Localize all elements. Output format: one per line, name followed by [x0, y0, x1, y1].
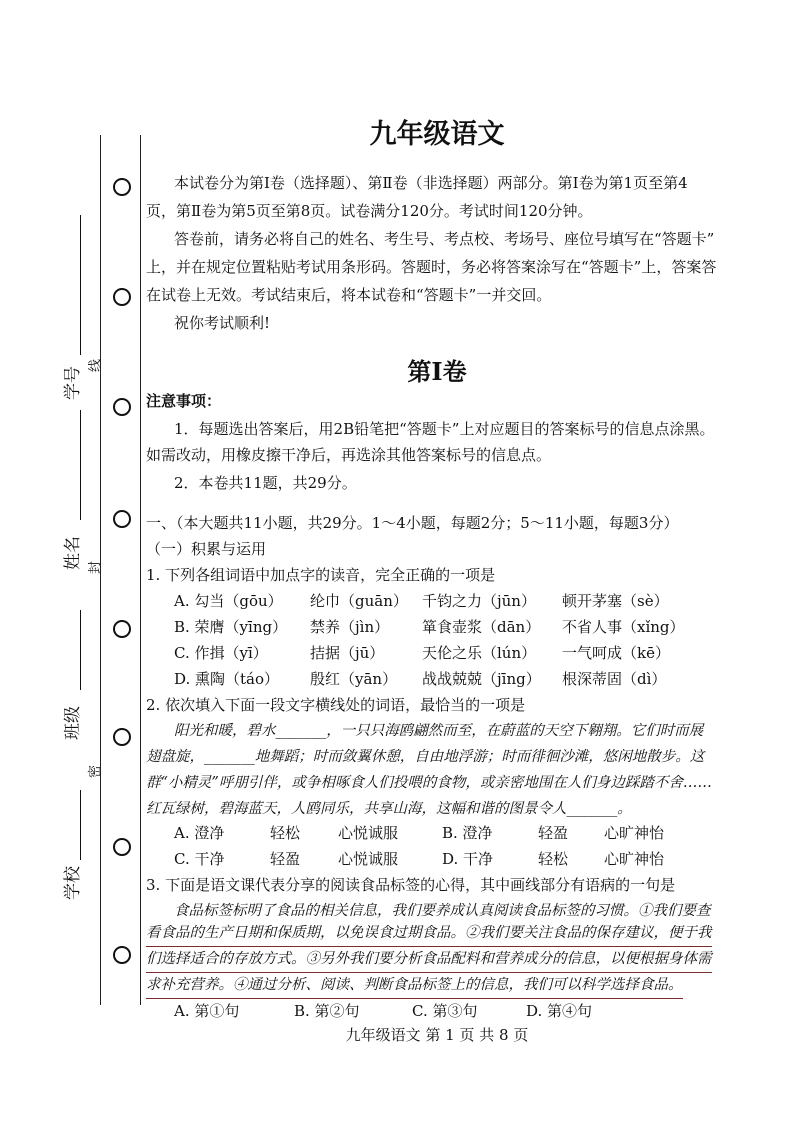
binding-hole: [113, 620, 131, 638]
option-cell: 殷红（yān）: [310, 670, 398, 688]
notice-heading: 注意事项：: [146, 392, 222, 410]
option-cell: 纶巾（guān）: [310, 592, 408, 610]
option-cell: 根深蒂固（dì）: [562, 670, 667, 688]
school-blank[interactable]: [80, 790, 81, 860]
section-title: 第Ⅰ卷: [407, 357, 467, 386]
question-1-row: [174, 616, 694, 642]
question-1-row: [174, 642, 694, 668]
question-2-stem: 2. 依次填入下面一段文字横线处的词语，最恰当的一项是: [146, 696, 526, 714]
binding-line-right: [140, 135, 141, 1005]
option-cell: 禁养（jìn）: [310, 618, 390, 636]
question-2-passage: 红瓦绿树，碧海蓝天，人鸥同乐，共享山海，这幅和谐的图景令人_______。: [146, 801, 632, 817]
option-cell: A. 第①句: [174, 1002, 240, 1020]
option-cell: C. 第③句: [412, 1002, 478, 1020]
binding-hole: [113, 510, 131, 528]
notice-line: 1．每题选出答案后，用2B铅笔把“答题卡”上对应题目的答案标号的信息点涂黑。: [174, 420, 715, 438]
option-cell: 轻盈: [270, 850, 301, 868]
option-cell: B. 澄净: [442, 824, 493, 842]
option-cell: A. 勾当（gōu）: [174, 592, 283, 610]
option-cell: D. 干净: [442, 850, 494, 868]
school-label: 学校: [63, 866, 83, 900]
question-3-passage-underlined: 们选择适合的存放方式。③另外我们要分析食品配料和营养成分的信息，以便根据身体需: [146, 946, 712, 973]
question-1-stem: 1. 下列各组词语中加点字的读音，完全正确的一项是: [146, 566, 496, 584]
option-cell: C. 作揖（yī）: [174, 644, 268, 662]
option-cell: B. 荣膺（yīng）: [174, 618, 288, 636]
intro-line: 在试卷上无效。考试结束后，将本试卷和“答题卡”一并交回。: [146, 286, 552, 304]
option-cell: A. 澄净: [174, 824, 225, 842]
intro-line: 本试卷分为第Ⅰ卷（选择题）、第Ⅱ卷（非选择题）两部分。第Ⅰ卷为第1页至第4: [174, 174, 688, 192]
question-2-passage: 群“小精灵”呼朋引伴，或争相啄食人们投喂的食物，或亲密地围在人们身边踩踏不舍……: [146, 775, 712, 791]
seal-word-line: 线: [88, 358, 103, 372]
option-cell: 心悦诚服: [338, 850, 399, 868]
intro-line: 答卷前，请务必将自己的姓名、考生号、考点校、考场号、座位号填写在“答题卡”: [174, 230, 715, 248]
option-cell: B. 第②句: [294, 1002, 360, 1020]
binding-hole: [113, 728, 131, 746]
option-cell: D. 第④句: [526, 1002, 593, 1020]
student-id-blank[interactable]: [80, 215, 81, 355]
sub-heading: （一）积累与运用: [146, 540, 267, 558]
option-cell: 心悦诚服: [338, 824, 399, 842]
question-3-passage-underlined: 求补充营养。④通过分析、阅读、判断食品标签上的信息，我们可以科学选择食品。: [146, 972, 683, 999]
name-blank[interactable]: [80, 410, 81, 520]
option-cell: 心旷神怡: [604, 850, 665, 868]
option-cell: D. 熏陶（táo）: [174, 670, 280, 688]
class-label: 班级: [63, 706, 83, 740]
option-cell: 千钧之力（jūn）: [422, 592, 536, 610]
question-3-passage-underlined: 看食品的生产日期和保质期，以免误食过期食品。②我们要关注食品的保存建议，便于我: [146, 920, 712, 947]
option-cell: 轻松: [538, 850, 569, 868]
intro-line: 上，并在规定位置粘贴考试用条形码。答题时，务必将答案涂写在“答题卡”上，答案答: [146, 258, 717, 276]
question-2-passage: 阳光和暖，碧水_______，一只只海鸥翩然而至，在蔚蓝的天空下翱翔。它们时而展: [174, 723, 704, 739]
option-cell: 顿开茅塞（sè）: [562, 592, 669, 610]
intro-line: 祝你考试顺利!: [174, 314, 271, 332]
seal-word-seal: 封: [88, 560, 103, 574]
binding-hole: [113, 178, 131, 196]
page-title: 九年级语文: [369, 119, 505, 150]
notice-line: 2．本卷共11题，共29分。: [174, 474, 357, 492]
option-cell: 拮据（jū）: [310, 644, 385, 662]
option-cell: 箪食壶浆（dān）: [422, 618, 541, 636]
class-blank[interactable]: [80, 610, 81, 690]
question-3-options: [174, 1000, 654, 1026]
name-label: 姓名: [63, 536, 83, 570]
option-cell: 心旷神怡: [604, 824, 665, 842]
student-id-label: 学号: [63, 366, 83, 400]
binding-hole: [113, 946, 131, 964]
intro-line: 页，第Ⅱ卷为第5页至第8页。试卷满分120分。考试时间120分钟。: [146, 202, 593, 220]
option-cell: C. 干净: [174, 850, 225, 868]
question-2-row: [174, 822, 674, 848]
option-cell: 不省人事（xǐng）: [562, 618, 685, 636]
page-footer: 九年级语文 第 1 页 共 8 页: [345, 1026, 529, 1044]
option-cell: 战战兢兢（jīng）: [422, 670, 541, 688]
question-1-row: [174, 590, 694, 616]
question-3-passage: 食品标签标明了食品的相关信息，我们要养成认真阅读食品标签的习惯。①我们要查: [174, 903, 711, 919]
option-cell: 一气呵成（kē）: [562, 644, 670, 662]
option-cell: 天伦之乐（lún）: [422, 644, 537, 662]
binding-hole: [113, 398, 131, 416]
question-3-stem: 3. 下面是语文课代表分享的阅读食品标签的心得，其中画线部分有语病的一句是: [146, 876, 676, 894]
notice-line: 如需改动，用橡皮擦干净后，再选涂其他答案标号的信息点。: [146, 446, 552, 464]
seal-word-secret: 密: [88, 764, 103, 778]
part-heading: 一、（本大题共11小题，共29分。1～4小题，每题2分；5～11小题，每题3分）: [146, 514, 679, 532]
binding-hole: [113, 288, 131, 306]
option-cell: 轻松: [270, 824, 301, 842]
question-2-passage: 翅盘旋，_______地舞蹈；时而敛翼休憩，自由地浮游；时而徘徊沙滩，悠闲地散步。这: [146, 749, 705, 765]
binding-hole: [113, 838, 131, 856]
option-cell: 轻盈: [538, 824, 569, 842]
